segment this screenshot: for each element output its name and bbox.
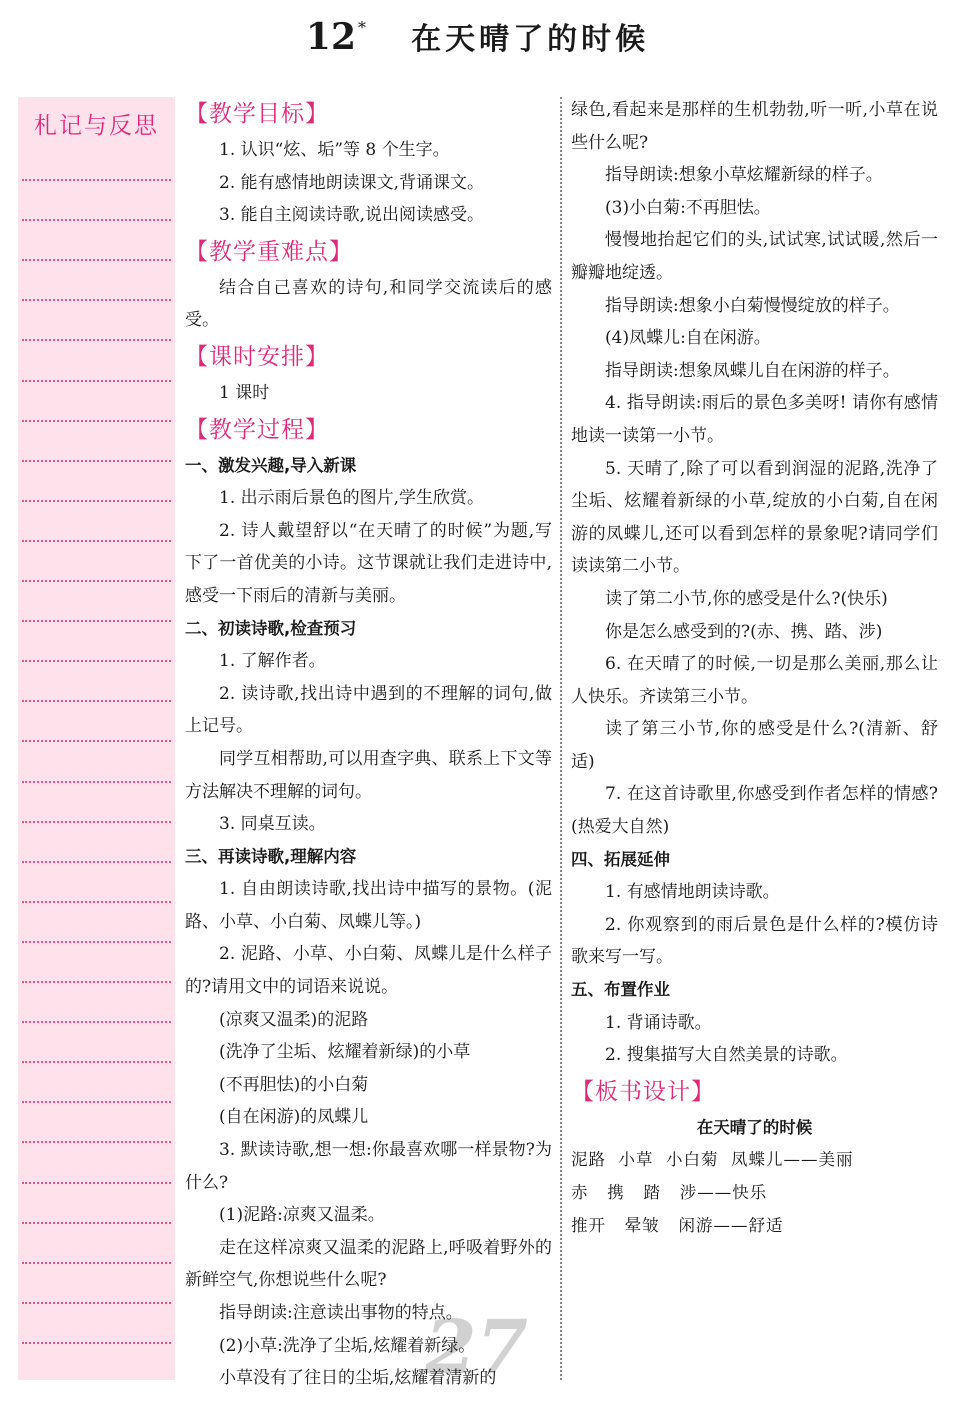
section-heading: 【教学过程】 [185,416,329,443]
paragraph: 1 课时 [219,382,270,403]
board-design-row: 泥路 小草 小白菊 凤蝶儿——美丽 [571,1150,854,1170]
paragraph: 7. 在这首诗歌里,你感受到作者怎样的情感?(热爱大自然) [571,784,938,838]
paragraph: 读了第二小节,你的感受是什么?(快乐) [605,588,888,609]
sidebar-rule-line [22,179,171,181]
sidebar-rule-line [22,1222,171,1224]
paragraph: (自在闲游)的凤蝶儿 [219,1107,369,1128]
section-heading: 【板书设计】 [571,1078,715,1105]
lesson-star-mark: * [358,18,366,37]
sidebar-rule-line [22,420,171,422]
sidebar-rule-line [22,1141,171,1143]
section-heading: 【教学目标】 [185,101,329,127]
left-text-column [185,94,552,1395]
paragraph: 你是怎么感受到的?(赤、携、踏、涉) [605,621,883,642]
sidebar-rule-line [22,380,171,382]
paragraph: 1. 认识“炫、垢”等 8 个生字。 [219,140,450,160]
paragraph: (洗净了尘垢、炫耀着新绿)的小草 [219,1042,471,1063]
sidebar-rule-line [22,299,171,301]
paragraph: 读了第三小节,你的感受是什么?(清新、舒适) [571,719,938,772]
paragraph: 2. 诗人戴望舒以“在天晴了的时候”为题,写下了一首优美的小诗。这节课就让我们走进诗中,感受一下雨后的清新与美丽。 [185,520,552,606]
sidebar-rule-line [22,781,171,783]
sub-heading: 一、激发兴趣,导入新课 [185,455,357,475]
paragraph: 1. 背诵诗歌。 [605,1012,712,1033]
paragraph: 走在这样凉爽又温柔的泥路上,呼吸着野外的新鲜空气,你想说些什么呢? [185,1237,552,1291]
sidebar-rule-line [22,219,171,221]
paragraph: 小草没有了往日的尘垢,炫耀着清新的 [219,1368,497,1389]
sidebar-rule-line [22,1061,171,1063]
board-design-title: 在天晴了的时候 [696,1117,813,1137]
paragraph: 3. 同桌互读。 [219,814,326,835]
sidebar-rule-line [22,620,171,622]
sidebar-rule-line [22,500,171,502]
sidebar-rule-line [22,1182,171,1184]
sidebar-rule-line [22,821,171,823]
paragraph: 指导朗读:注意读出事物的特点。 [219,1303,463,1323]
sidebar-rule-line [22,460,171,462]
right-text-column [571,94,938,1242]
board-design-row: 推开 晕皱 闲游——舒适 [571,1215,784,1235]
sidebar-rule-line [22,981,171,983]
page-number: 27 [425,1305,528,1391]
paragraph: 5. 天晴了,除了可以看到润湿的泥路,洗净了尘垢、炫耀着新绿的小草,绽放的小白菊,自在闲游的凤蝶儿,还可以看到怎样的景象呢?请同学们读读第二小节。 [571,458,938,577]
sidebar-rule-line [22,1101,171,1103]
paragraph: 3. 默读诗歌,想一想:你最喜欢哪一样景物?为什么? [185,1140,552,1193]
lesson-title: 在天晴了的时候 [411,22,650,57]
sidebar-rule-line [22,1262,171,1264]
paragraph: 绿色,看起来是那样的生机勃勃,听一听,小草在说些什么呢? [571,100,938,153]
paragraph: 1. 自由朗读诗歌,找出诗中描写的景物。(泥路、小草、小白菊、凤蝶儿等。) [185,879,552,932]
sidebar-rule-line [22,901,171,903]
paragraph: (不再胆怯)的小白菊 [219,1074,369,1095]
paragraph: 3. 能自主阅读诗歌,说出阅读感受。 [219,205,485,226]
paragraph: (4)凤蝶儿:自在闲游。 [605,328,771,349]
sidebar-title: 札记与反思 [34,113,159,139]
lesson-title-bar [0,14,955,58]
paragraph: 1. 了解作者。 [219,651,326,672]
sub-heading: 四、拓展延伸 [571,849,670,869]
paragraph: 1. 有感情地朗读诗歌。 [605,882,780,903]
sidebar-rule-line [22,259,171,261]
paragraph: (1)泥路:凉爽又温柔。 [219,1205,385,1226]
sub-heading: 五、布置作业 [571,980,670,1000]
sub-heading: 三、再读诗歌,理解内容 [185,846,357,866]
paragraph: 2. 你观察到的雨后景色是什么样的?模仿诗歌来写一写。 [571,914,938,968]
sidebar-rule-line [22,1021,171,1023]
column-divider [560,97,562,1380]
paragraph: 2. 能有感情地朗读课文,背诵课文。 [219,172,485,193]
paragraph: 4. 指导朗读:雨后的景色多美呀! 请你有感情地读一读第一小节。 [571,393,938,446]
sidebar-rule-line [22,660,171,662]
sidebar-rule-line [22,740,171,742]
sidebar-rule-line [22,339,171,341]
paragraph: 指导朗读:想象小草炫耀新绿的样子。 [605,165,883,186]
paragraph: 同学互相帮助,可以用查字典、联系上下文等方法解决不理解的词句。 [185,748,552,802]
sidebar-rule-line [22,861,171,863]
paragraph: (2)小草:洗净了尘垢,炫耀着新绿。 [219,1335,476,1356]
paragraph: 2. 搜集描写大自然美景的诗歌。 [605,1045,848,1066]
sidebar-rule-line [22,941,171,943]
sidebar-rule-line [22,1342,171,1344]
section-heading: 【课时安排】 [185,343,329,370]
paragraph: 1. 出示雨后景色的图片,学生欣赏。 [219,488,485,509]
sidebar-rule-line [22,540,171,542]
paragraph: 指导朗读:想象小白菊慢慢绽放的样子。 [605,295,900,316]
sidebar-rule-line [22,580,171,582]
section-heading: 【教学重难点】 [185,238,353,265]
sidebar-rule-line [22,700,171,702]
paragraph: 6. 在天晴了的时候,一切是那么美丽,那么让人快乐。齐读第三小节。 [571,654,938,707]
sub-heading: 二、初读诗歌,检查预习 [185,618,357,638]
paragraph: (3)小白菊:不再胆怯。 [605,197,771,218]
paragraph: 慢慢地抬起它们的头,试试寒,试试暖,然后一瓣瓣地绽透。 [571,230,938,283]
sidebar-rule-line [22,1302,171,1304]
paragraph: 2. 读诗歌,找出诗中遇到的不理解的词句,做上记号。 [185,683,552,737]
paragraph: 2. 泥路、小草、小白菊、凤蝶儿是什么样子的?请用文中的词语来说说。 [185,944,552,998]
notes-sidebar [18,97,175,1380]
paragraph: 指导朗读:想象凤蝶儿自在闲游的样子。 [605,360,900,381]
paragraph: 结合自己喜欢的诗句,和同学交流读后的感受。 [185,277,552,331]
board-design-row: 赤 携 踏 涉——快乐 [571,1183,768,1202]
lesson-number: 12 [305,16,356,58]
paragraph: (凉爽又温柔)的泥路 [219,1009,369,1030]
